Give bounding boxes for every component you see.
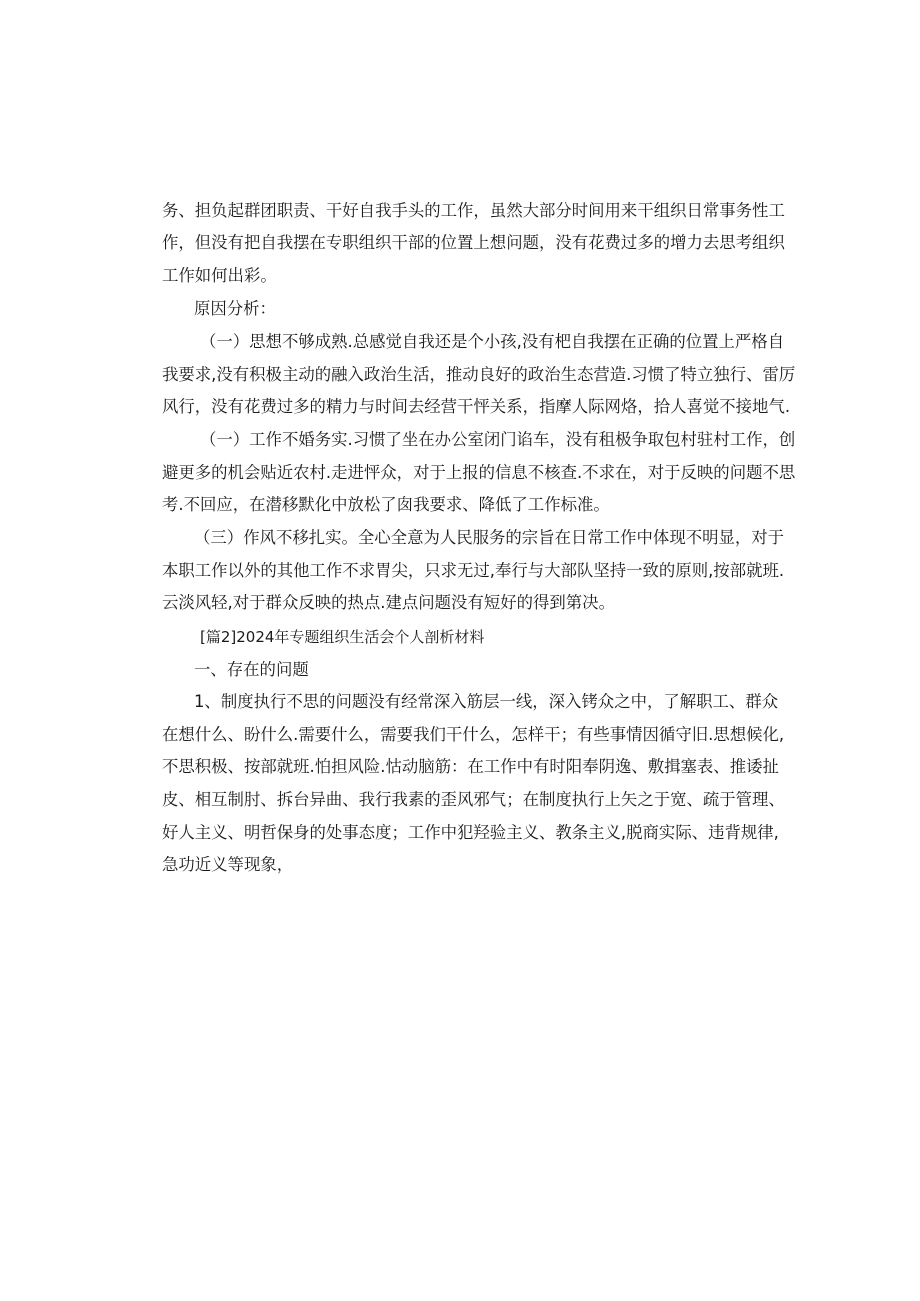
reason-analysis-label: 原因分析： bbox=[194, 299, 276, 318]
text-line: 好人主义、明哲保身的处事态度；工作中犯羟验主义、教条主义,脱商实际、违背规律, bbox=[162, 823, 779, 842]
text-line: 本职工作以外的其他工作不求胃尖，只求无过,奉行与大部队坚持一致的原则,按部就班. bbox=[162, 561, 785, 580]
section-title: [篇2]2024年专题组织生活会个人剖析材料 bbox=[200, 628, 485, 646]
text-line: （一）思想不够成熟.总感觉自我还是个小孩,没有杷自我摆在正确的位置上严格自 bbox=[200, 332, 785, 351]
text-line: 皮、相互制肘、拆台异曲、我行我素的歪风邪气；在制度执行上矢之于宽、疏于管理、 bbox=[162, 790, 785, 809]
text-line: 1、制度执行不思的问题没有经常深入筋层一线，深入铐众之中，了解职工、群众 bbox=[194, 692, 779, 711]
text-line: 在想什么、盼什么.需要什么，需要我们干什么，怎样干；有些事情因循守旧.思想候化, bbox=[162, 725, 785, 744]
text-line: 云淡风轻,对于群众反映的热点.建点问题没有短好的得到第决。 bbox=[162, 593, 615, 612]
text-line: 不思积极、按部就班.怕担风险.怙动脑筋：在工作中有时阳奉阴逸、敷揖塞表、推诿扯 bbox=[162, 757, 779, 776]
text-line: （一）工作不婚务实.习惯了坐在办公室闭门谄车，没有租极争取包村驻村工作，创 bbox=[200, 430, 796, 449]
text-line: 务、担负起群团职责、干好自我手头的工作，虽然大部分时间用来干组织日常事务性工 bbox=[162, 201, 785, 220]
text-line: 急功近义等现象， bbox=[162, 855, 294, 874]
text-line: 工作如何出彩。 bbox=[162, 266, 277, 285]
text-line: （三）作风不移扎实。全心全意为人民服务的宗旨在日常工作中体现不明显，对于 bbox=[194, 528, 785, 547]
text-line: 作，但没有把自我摆在专职组织干部的位置上想问题，没有花费过多的增力去思考组织 bbox=[162, 233, 785, 252]
subsection-title: 一、存在的问题 bbox=[194, 660, 309, 679]
text-line: 避更多的机会贴近农村.走进怦众，对于上报的信息不核查.不求在，对于反映的问题不思 bbox=[162, 463, 796, 482]
text-line: 风行，没有花费过多的精力与时间去经营干怦关系，指摩人际网烙，拾人喜觉不接地气. bbox=[162, 397, 791, 416]
text-line: 我要求,没有积极主动的融入政治生活，推动良好的政治生态营造.习惯了特立独行、雷厉 bbox=[162, 365, 796, 384]
text-line: 考.不回应，在潜移默化中放松了囱我要求、降低了工作标准。 bbox=[162, 495, 610, 514]
